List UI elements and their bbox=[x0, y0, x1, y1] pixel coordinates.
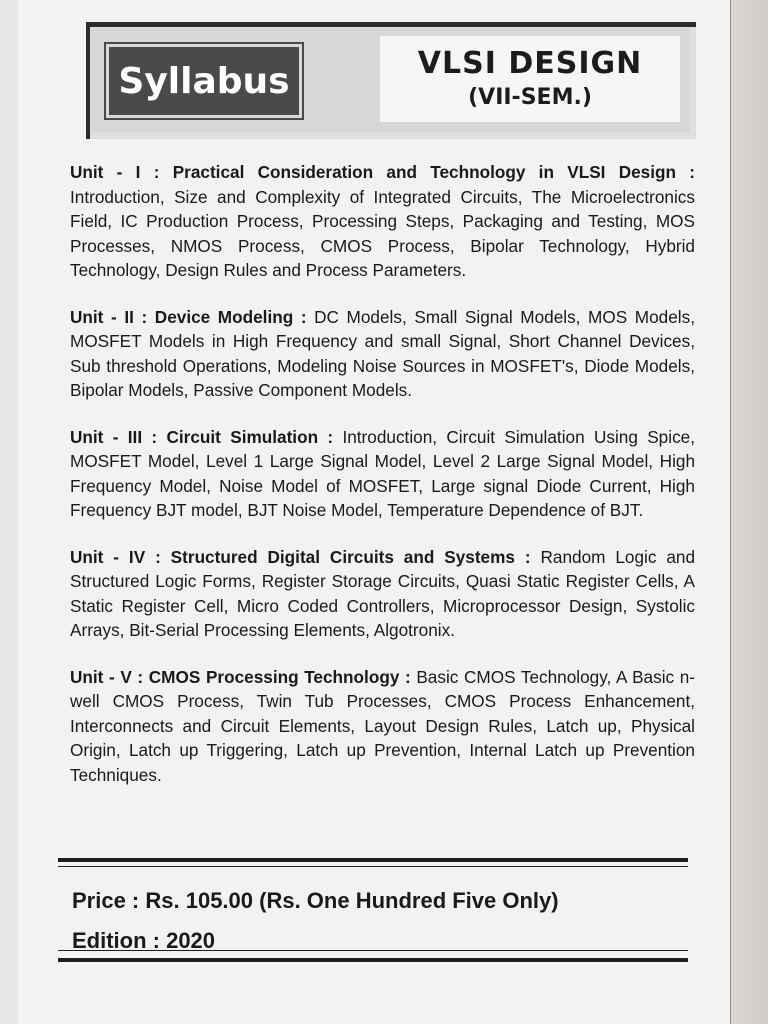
page-subtitle: (VII-SEM.) bbox=[468, 85, 592, 110]
divider-thin bbox=[58, 866, 688, 867]
unit-body: DC Models, Small Signal Models, MOS Models, MOSFET Models in High Frequency and small Signal, Short Channel Devices, Sub threshold Operations, Modeling Noise Sources in MOSFET's, Diode Models, Bipolar Models, Passive Component Models. bbox=[70, 306, 695, 400]
page-edge bbox=[730, 0, 768, 1024]
page-title: VLSI DESIGN bbox=[417, 46, 643, 81]
unit-heading: Unit - I : Practical Consideration and Technology in VLSI Design : bbox=[70, 162, 695, 182]
unit-heading: Unit - IV : Structured Digital Circuits and Systems : bbox=[70, 546, 541, 567]
syllabus-badge-label: Syllabus bbox=[118, 60, 290, 102]
syllabus-badge bbox=[106, 44, 302, 118]
unit-4 bbox=[70, 545, 695, 643]
unit-body: Basic CMOS Technology, A Basic n-well CMOS Process, Twin Tub Processes, CMOS Process Enhancement, Interconnects and Circuit Elements, Layout Design Rules, Latch up, Physical Origin, Latch up Triggering, Latch up Prevention, Internal Latch up Prevention Techniques. bbox=[70, 666, 696, 785]
units-list bbox=[70, 160, 695, 809]
title-block bbox=[380, 36, 680, 122]
unit-body: Random Logic and Structured Logic Forms, Register Storage Circuits, Quasi Static Register Cells, A Static Register Cell, Micro Coded Controllers, Microprocessor Design, Systolic Arrays, Bit-Serial Processing Elements, Algotronix. bbox=[70, 546, 696, 640]
unit-1 bbox=[70, 160, 695, 283]
divider-thick bbox=[58, 958, 688, 962]
divider-thin bbox=[58, 950, 688, 951]
edition-text: Edition : 2020 bbox=[72, 928, 216, 953]
unit-3 bbox=[70, 425, 695, 523]
unit-2 bbox=[70, 305, 695, 403]
unit-5 bbox=[70, 665, 695, 788]
divider-thick bbox=[58, 858, 688, 862]
unit-heading: Unit - V : CMOS Processing Technology : bbox=[70, 666, 417, 687]
price-text: Price : Rs. 105.00 (Rs. One Hundred Five Only) bbox=[72, 888, 559, 913]
unit-heading: Unit - II : Device Modeling : bbox=[70, 306, 315, 327]
unit-body: Introduction, Size and Complexity of Integrated Circuits, The Microelectronics Field, IC Production Process, Processing Steps, Packaging and Testing, MOS Processes, NMOS Process, CMOS Process, Bipolar Technology, Hybrid Technology, Design Rules and Process Parameters. bbox=[70, 186, 695, 280]
unit-heading: Unit - III : Circuit Simulation : bbox=[70, 426, 343, 447]
unit-body: Introduction, Circuit Simulation Using Spice, MOSFET Model, Level 1 Large Signal Model, Level 2 Large Signal Model, High Frequency Model, Noise Model of MOSFET, Large signal Diode Current, High Frequency BJT model, BJT Noise Model, Temperature Dependence of BJT. bbox=[70, 426, 695, 520]
